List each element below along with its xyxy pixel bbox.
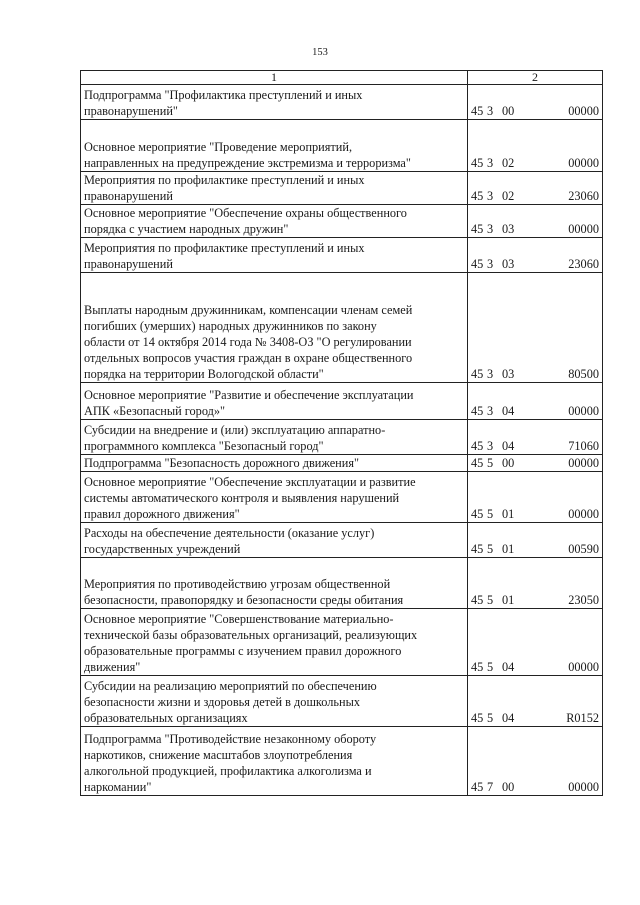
code-activity: 00 [502,456,515,470]
page-number: 153 [312,47,328,58]
code-segments [471,188,599,204]
row-name: Основное мероприятие "Проведение мероприятий, направленных на предупреждение экстремизма и терроризма" [81,120,468,172]
code-program: 45 [471,439,484,453]
code-subprogram: 3 [487,156,494,170]
code-program: 45 [471,660,484,674]
code-activity: 03 [502,222,515,236]
table-row [81,523,603,558]
code-program: 45 [471,711,484,725]
code-subprogram: 5 [487,593,494,607]
table-header-row [81,71,603,85]
code-program: 45 [471,507,484,521]
table-row [81,238,603,273]
row-code [468,523,603,558]
code-direction: 00000 [568,222,599,236]
code-segments [471,256,599,272]
row-name: Расходы на обеспечение деятельности (оказание услуг) государственных учреждений [81,523,468,558]
table-row [81,273,603,383]
code-direction: 00000 [568,404,599,418]
code-activity: 04 [502,439,515,453]
code-direction: 00590 [568,542,599,556]
code-activity: 04 [502,404,515,418]
table-row [81,609,603,676]
code-subprogram: 5 [487,542,494,556]
code-subprogram: 3 [487,257,494,271]
code-activity: 00 [502,780,515,794]
code-segments [471,659,599,675]
row-name: Выплаты народным дружинникам, компенсации членам семей погибших (умерших) народных дружинников по закону области от 14 октября 2014 года № 3408-ОЗ "О регулировании отдельных вопросов участия граждан в охране общественного порядка на территории Вологодской области" [81,273,468,383]
row-name: Мероприятия по противодействию угрозам общественной безопасности, правопорядку и безопасности среды обитания [81,558,468,609]
row-code [468,472,603,523]
row-name: Основное мероприятие "Совершенствование материально- технической базы образовательных организаций, реализующих образовательные программы с изучением правил дорожного движения" [81,609,468,676]
table-row [81,172,603,205]
code-program: 45 [471,189,484,203]
code-subprogram: 3 [487,222,494,236]
table-row [81,383,603,420]
code-subprogram: 3 [487,104,494,118]
row-name: Основное мероприятие "Развитие и обеспечение эксплуатации АПК «Безопасный город»" [81,383,468,420]
code-subprogram: 3 [487,367,494,381]
code-activity: 00 [502,104,515,118]
code-program: 45 [471,257,484,271]
budget-classification-table [80,70,603,796]
code-direction: 00000 [568,780,599,794]
code-segments [471,403,599,419]
code-segments [471,710,599,726]
code-direction: 80500 [568,367,599,381]
code-activity: 01 [502,542,515,556]
row-code [468,238,603,273]
code-direction: 71060 [568,439,599,453]
code-segments [471,541,599,557]
code-segments [471,455,599,471]
code-direction: 23050 [568,593,599,607]
row-name: Мероприятия по профилактике преступлений и иных правонарушений [81,238,468,273]
code-direction: 23060 [568,189,599,203]
row-code [468,205,603,238]
code-direction: 00000 [568,156,599,170]
row-name: Подпрограмма "Безопасность дорожного движения" [81,455,468,472]
table-row [81,472,603,523]
code-activity: 01 [502,593,515,607]
code-segments [471,592,599,608]
row-code [468,383,603,420]
table-row [81,120,603,172]
code-segments [471,506,599,522]
code-direction: 00000 [568,104,599,118]
table-row [81,558,603,609]
row-name: Подпрограмма "Профилактика преступлений и иных правонарушений" [81,85,468,120]
table-row [81,727,603,796]
table-row [81,676,603,727]
row-code [468,85,603,120]
code-subprogram: 7 [487,780,494,794]
code-subprogram: 3 [487,189,494,203]
row-code [468,676,603,727]
code-activity: 03 [502,257,515,271]
code-program: 45 [471,367,484,381]
row-code [468,420,603,455]
code-subprogram: 5 [487,660,494,674]
code-segments [471,438,599,454]
code-segments [471,155,599,171]
code-direction: R0152 [566,711,599,725]
table-row [81,205,603,238]
row-code [468,172,603,205]
code-program: 45 [471,456,484,470]
row-code [468,727,603,796]
code-program: 45 [471,222,484,236]
row-name: Подпрограмма "Противодействие незаконному обороту наркотиков, снижение масштабов злоупотребления алкогольной продукцией, профилактика алкоголизма и наркомании" [81,727,468,796]
row-code [468,558,603,609]
column-header-1: 1 [81,71,468,85]
row-name: Субсидии на внедрение и (или) эксплуатацию аппаратно- программного комплекса "Безопасный город" [81,420,468,455]
code-direction: 00000 [568,456,599,470]
code-program: 45 [471,542,484,556]
row-name: Основное мероприятие "Обеспечение охраны общественного порядка с участием народных дружин" [81,205,468,238]
code-segments [471,103,599,119]
code-program: 45 [471,104,484,118]
code-subprogram: 3 [487,439,494,453]
code-activity: 01 [502,507,515,521]
row-code [468,120,603,172]
row-code [468,273,603,383]
code-subprogram: 5 [487,507,494,521]
column-header-2: 2 [468,71,603,85]
code-activity: 02 [502,156,515,170]
code-segments [471,221,599,237]
table-row [81,85,603,120]
code-activity: 02 [502,189,515,203]
code-direction: 00000 [568,660,599,674]
code-subprogram: 5 [487,711,494,725]
code-program: 45 [471,780,484,794]
code-direction: 00000 [568,507,599,521]
code-subprogram: 3 [487,404,494,418]
code-subprogram: 5 [487,456,494,470]
row-name: Мероприятия по профилактике преступлений и иных правонарушений [81,172,468,205]
code-activity: 04 [502,660,515,674]
code-activity: 03 [502,367,515,381]
row-code [468,455,603,472]
row-code [468,609,603,676]
table-row [81,455,603,472]
row-name: Субсидии на реализацию мероприятий по обеспечению безопасности жизни и здоровья детей в дошкольных образовательных организациях [81,676,468,727]
code-activity: 04 [502,711,515,725]
code-program: 45 [471,404,484,418]
code-program: 45 [471,593,484,607]
code-program: 45 [471,156,484,170]
code-segments [471,366,599,382]
code-direction: 23060 [568,257,599,271]
code-segments [471,779,599,795]
row-name: Основное мероприятие "Обеспечение эксплуатации и развитие системы автоматического контроля и выявления нарушений правил дорожного движения" [81,472,468,523]
table-row [81,420,603,455]
